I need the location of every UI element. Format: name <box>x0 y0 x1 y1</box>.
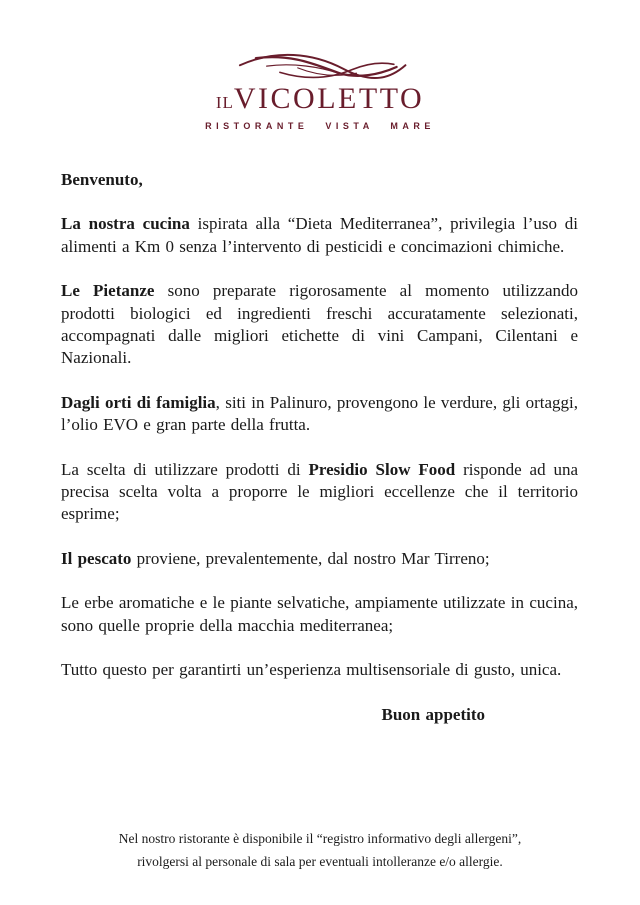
allergen-notice <box>62 828 578 873</box>
paragraph-pietanze <box>61 280 578 370</box>
welcome-text <box>61 169 578 726</box>
restaurant-tagline: RISTORANTE VISTA MARE <box>205 121 435 131</box>
paragraph-lead: La nostra cucina <box>61 214 190 234</box>
paragraph-slow-food <box>61 459 578 526</box>
closing-wish: Buon appetito <box>381 704 485 724</box>
paragraph-lead: Le Pietanze <box>61 281 155 301</box>
paragraph-text: proviene, prevalentemente, dal nostro Mar Tirreno; <box>131 548 490 568</box>
allergen-notice-line2: rivolgersi al personale di sala per eventuali intolleranze e/o allergie. <box>137 853 503 869</box>
paragraph-text: Le erbe aromatiche e le piante selvatiche, ampiamente utilizzate in cucina, sono quelle proprie della macchia mediterranea; <box>61 593 578 635</box>
allergen-notice-line1: Nel nostro ristorante è disponibile il “registro informativo degli allergeni”, <box>118 831 522 846</box>
paragraph-esperienza <box>61 659 578 681</box>
logo-name-main: VICOLETTO <box>233 82 425 115</box>
paragraph-orti <box>61 392 578 437</box>
paragraph-lead: Il pescato <box>61 548 132 568</box>
paragraph-text: , siti in Palinuro, provengono le verdure, gli ortaggi, l’olio EVO e gran parte della frutta. <box>61 392 579 435</box>
paragraph-cucina <box>61 213 578 258</box>
paragraph-erbe <box>61 592 578 637</box>
logo-name-prefix: IL <box>215 93 234 112</box>
paragraph-pescato <box>61 548 578 570</box>
paragraph-text: Tutto questo per garantirti un’esperienza multisensoriale di gusto, unica. <box>61 660 562 680</box>
paragraph-text: ispirata alla “Dieta Mediterranea”, privilegia l’uso di alimenti a Km 0 senza l’intervento di pesticidi e concimazioni chimiche. <box>61 214 578 256</box>
paragraph-text: sono preparate rigorosamente al momento utilizzando prodotti biologici ed ingredienti freschi accuratamente selezionati, accompagnati dalle migliori etichette di vini Campani, Cilentani e Nazionali. <box>61 281 578 368</box>
paragraph-text: risponde ad una precisa scelta volta a proporre le migliori eccellenze che il territorio esprime; <box>61 459 578 524</box>
wave-swoosh-icon <box>0 42 640 84</box>
paragraph-lead: Presidio Slow Food <box>308 459 456 479</box>
paragraph-text: La scelta di utilizzare prodotti di <box>61 459 309 479</box>
paragraph-lead: Dagli orti di famiglia <box>61 392 216 412</box>
logo-header <box>0 0 640 131</box>
greeting: Benvenuto, <box>61 170 143 189</box>
restaurant-logo-name <box>0 84 640 114</box>
